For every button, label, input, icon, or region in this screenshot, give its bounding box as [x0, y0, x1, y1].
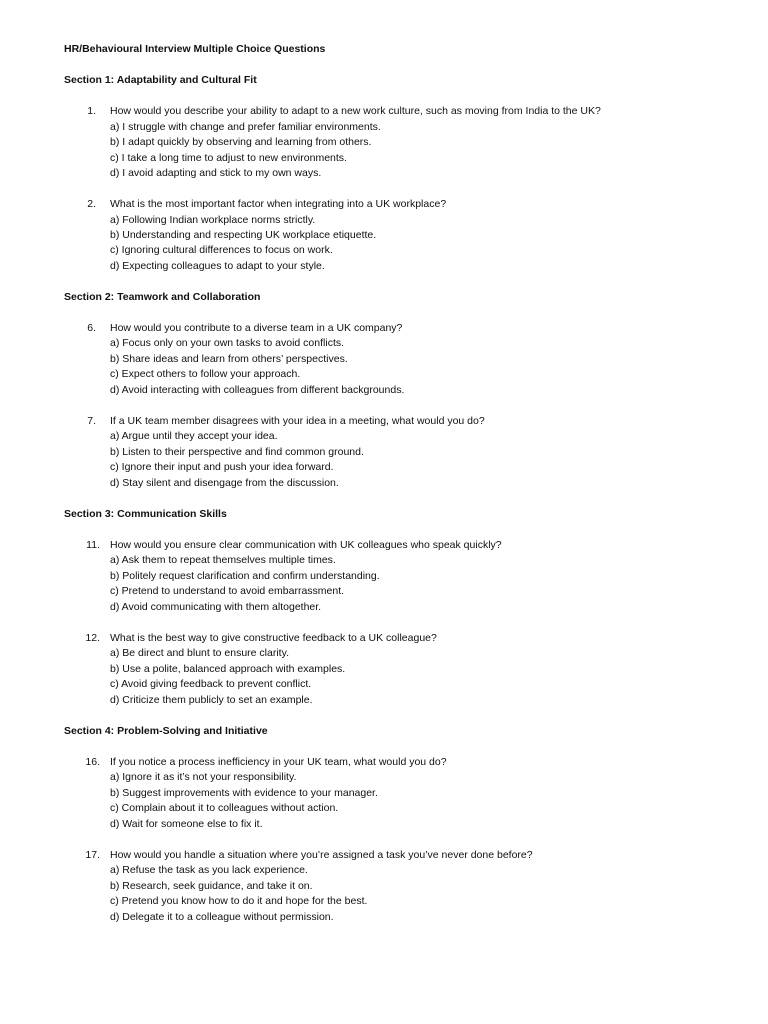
question-number: 12. — [85, 632, 100, 644]
answer-option: c) Ignore their input and push your idea forward. — [110, 461, 334, 473]
answer-option: a) Ignore it as it’s not your responsibility. — [110, 771, 297, 783]
question-text: If a UK team member disagrees with your idea in a meeting, what would you do? — [110, 415, 485, 427]
answer-option: d) Stay silent and disengage from the discussion. — [110, 477, 339, 489]
answer-option: b) Share ideas and learn from others’ perspectives. — [110, 353, 348, 365]
question-text: If you notice a process inefficiency in your UK team, what would you do? — [110, 756, 447, 768]
question-text: What is the most important factor when integrating into a UK workplace? — [110, 198, 447, 210]
answer-option: d) I avoid adapting and stick to my own ways. — [110, 167, 322, 179]
question-number: 6. — [87, 322, 96, 334]
answer-option: b) I adapt quickly by observing and learning from others. — [110, 136, 372, 148]
answer-option: b) Listen to their perspective and find common ground. — [110, 446, 364, 458]
document-title: HR/Behavioural Interview Multiple Choice Questions — [64, 43, 326, 55]
section-heading: Section 4: Problem-Solving and Initiative — [64, 725, 268, 737]
answer-option: c) Pretend you know how to do it and hope for the best. — [110, 895, 368, 907]
question-text: What is the best way to give constructive feedback to a UK colleague? — [110, 632, 437, 644]
question-text: How would you handle a situation where you’re assigned a task you’ve never done before? — [110, 849, 533, 861]
answer-option: c) Pretend to understand to avoid embarrassment. — [110, 585, 345, 597]
answer-option: b) Understanding and respecting UK workplace etiquette. — [110, 229, 377, 241]
question-number: 11. — [86, 539, 100, 551]
section-heading: Section 3: Communication Skills — [64, 508, 227, 520]
answer-option: b) Suggest improvements with evidence to your manager. — [110, 787, 378, 799]
question-text: How would you ensure clear communication with UK colleagues who speak quickly? — [110, 539, 502, 551]
question-text: How would you describe your ability to adapt to a new work culture, such as moving from India to the UK? — [110, 105, 601, 117]
answer-option: a) Be direct and blunt to ensure clarity. — [110, 647, 289, 659]
section-heading: Section 2: Teamwork and Collaboration — [64, 291, 261, 303]
answer-option: c) Complain about it to colleagues without action. — [110, 802, 339, 814]
answer-option: a) Argue until they accept your idea. — [110, 430, 278, 442]
answer-option: b) Use a polite, balanced approach with examples. — [110, 663, 346, 675]
section-heading: Section 1: Adaptability and Cultural Fit — [64, 74, 257, 86]
answer-option: c) Avoid giving feedback to prevent conflict. — [110, 678, 312, 690]
question-number: 2. — [87, 198, 96, 210]
answer-option: d) Expecting colleagues to adapt to your style. — [110, 260, 325, 272]
question-number: 7. — [87, 415, 96, 427]
answer-option: a) Ask them to repeat themselves multiple times. — [110, 554, 336, 566]
answer-option: a) Following Indian workplace norms strictly. — [110, 214, 316, 226]
question-text: How would you contribute to a diverse team in a UK company? — [110, 322, 403, 334]
answer-option: d) Avoid interacting with colleagues from different backgrounds. — [110, 384, 405, 396]
answer-option: d) Wait for someone else to fix it. — [110, 818, 263, 830]
answer-option: c) I take a long time to adjust to new environments. — [110, 152, 347, 164]
question-number: 17. — [85, 849, 100, 861]
answer-option: c) Ignoring cultural differences to focus on work. — [110, 244, 333, 256]
question-number: 16. — [85, 756, 100, 768]
answer-option: a) Refuse the task as you lack experience. — [110, 864, 308, 876]
answer-option: d) Avoid communicating with them altogether. — [110, 601, 322, 613]
answer-option: b) Politely request clarification and confirm understanding. — [110, 570, 380, 582]
question-number: 1. — [87, 105, 96, 117]
answer-option: b) Research, seek guidance, and take it on. — [110, 880, 313, 892]
answer-option: d) Delegate it to a colleague without permission. — [110, 911, 334, 923]
answer-option: a) I struggle with change and prefer familiar environments. — [110, 121, 381, 133]
answer-option: c) Expect others to follow your approach. — [110, 368, 301, 380]
answer-option: a) Focus only on your own tasks to avoid conflicts. — [110, 337, 345, 349]
answer-option: d) Criticize them publicly to set an example. — [110, 694, 313, 706]
